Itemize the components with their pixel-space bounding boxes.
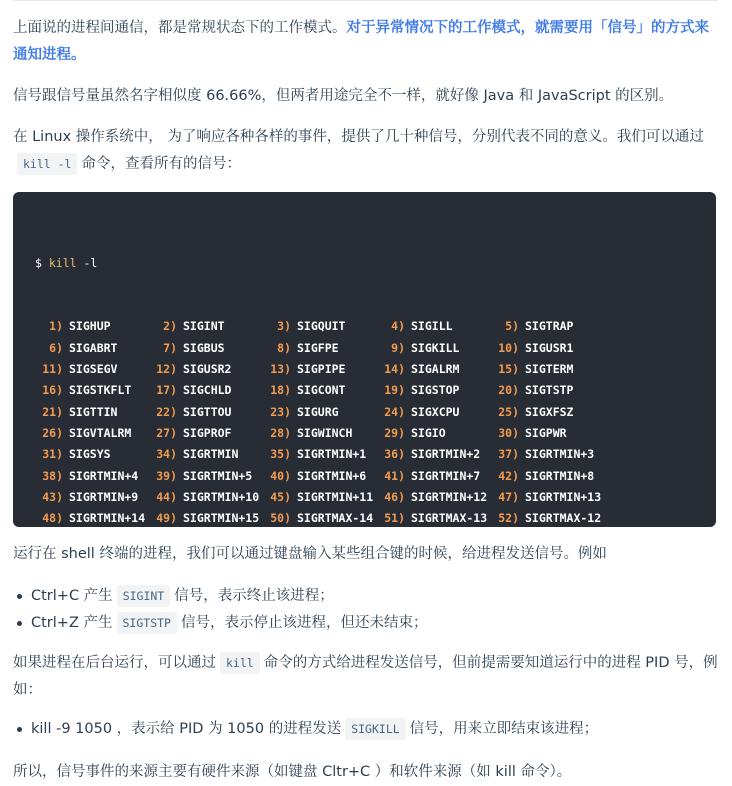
signal-entry xyxy=(377,444,491,465)
sigkill-code: SIGKILL xyxy=(345,718,405,740)
signal-name: SIGURG xyxy=(297,404,339,419)
kill-example-list xyxy=(13,716,719,743)
intro-text: 上面说的进程间通信，都是常规状态下的工作模式。 xyxy=(13,20,347,36)
signal-number: 14) xyxy=(384,362,405,377)
signal-name: SIGCONT xyxy=(297,383,346,398)
signal-entry xyxy=(491,423,605,444)
signal-number: 13) xyxy=(270,362,291,377)
shell-paragraph: 运行在 shell 终端的进程，我们可以通过键盘输入某些组合键的时候，给进程发送信号。例如 xyxy=(13,546,607,562)
signal-number: 47) xyxy=(498,489,519,504)
list-item-text-tail: 信号，用来立即结束该进程； xyxy=(409,721,599,737)
signal-name: SIGKILL xyxy=(411,340,460,355)
signal-entry xyxy=(491,508,605,527)
signal-name: SIGRTMIN+10 xyxy=(183,489,260,504)
top-divider xyxy=(13,0,718,1)
signal-entry xyxy=(35,444,149,465)
signal-row xyxy=(35,380,605,401)
signal-entry xyxy=(149,466,263,487)
background-text-tail: 命令的方式给进程发送信号，但前提需要知道运行中的进程 PID 号，例如： xyxy=(13,655,718,698)
signal-number: 26) xyxy=(42,425,63,440)
signal-name: SIGFPE xyxy=(297,340,339,355)
signal-name: SIGRTMIN+6 xyxy=(297,468,367,483)
signal-entry xyxy=(149,338,263,359)
signal-entry xyxy=(35,487,149,508)
signal-number: 9) xyxy=(391,340,405,355)
list-item xyxy=(13,610,719,637)
signal-number: 48) xyxy=(42,511,63,526)
signal-number: 12) xyxy=(156,362,177,377)
list-item-text: Ctrl+C 产生 xyxy=(31,588,113,604)
signal-name: SIGTTIN xyxy=(69,404,118,419)
signal-number: 42) xyxy=(498,468,519,483)
signal-entry xyxy=(35,508,149,527)
signal-entry xyxy=(149,508,263,527)
signal-number: 37) xyxy=(498,447,519,462)
signal-name: SIGRTMIN+8 xyxy=(525,468,595,483)
list-item-text: kill -9 1050 ，表示给 PID 为 1050 的进程发送 xyxy=(31,721,342,737)
signal-entry xyxy=(35,359,149,380)
signal-number: 15) xyxy=(498,362,519,377)
signal-entry xyxy=(377,508,491,527)
signal-number: 50) xyxy=(270,511,291,526)
signal-name: SIGRTMIN+4 xyxy=(69,468,139,483)
signal-name: SIGABRT xyxy=(69,340,118,355)
kill-code: kill xyxy=(220,652,260,674)
command-args: -l xyxy=(76,255,98,270)
signal-name: SIGSYS xyxy=(69,447,111,462)
signal-entry xyxy=(149,359,263,380)
command-line xyxy=(35,253,605,274)
signal-name: SIGRTMIN+7 xyxy=(411,468,481,483)
signal-number: 39) xyxy=(156,468,177,483)
signal-name: SIGRTMIN+3 xyxy=(525,447,595,462)
signal-name: SIGWINCH xyxy=(297,425,353,440)
signal-number: 7) xyxy=(163,340,177,355)
signal-entry xyxy=(35,338,149,359)
signal-entry xyxy=(35,380,149,401)
signal-name: SIGRTMIN+2 xyxy=(411,447,481,462)
signal-entry xyxy=(35,466,149,487)
signal-number: 51) xyxy=(384,511,405,526)
signal-name: SIGXCPU xyxy=(411,404,460,419)
signal-row xyxy=(35,466,605,487)
signal-row xyxy=(35,338,605,359)
signal-name: SIGSTKFLT xyxy=(69,383,132,398)
signal-entry xyxy=(149,444,263,465)
signal-name: SIGRTMIN+13 xyxy=(525,489,602,504)
list-item-text-tail: 信号，表示终止该进程； xyxy=(174,588,334,604)
signal-entry xyxy=(263,423,377,444)
signal-entry xyxy=(149,380,263,401)
signal-number: 4) xyxy=(391,319,405,334)
signal-name: SIGRTMIN+9 xyxy=(69,489,139,504)
signal-entry xyxy=(491,359,605,380)
signal-entry xyxy=(35,423,149,444)
signal-name: SIGCHLD xyxy=(183,383,232,398)
signal-number: 36) xyxy=(384,447,405,462)
linux-signals-paragraph xyxy=(13,124,719,178)
list-item xyxy=(13,583,719,610)
signal-entry xyxy=(377,380,491,401)
signal-number: 34) xyxy=(156,447,177,462)
signal-number: 28) xyxy=(270,425,291,440)
background-text: 如果进程在后台运行，可以通过 xyxy=(13,655,216,671)
signal-number: 25) xyxy=(498,404,519,419)
signal-number: 16) xyxy=(42,383,63,398)
signal-entry xyxy=(263,402,377,423)
kill-l-code: kill -l xyxy=(17,153,77,175)
list-item-text-tail: 信号，表示停止该进程，但还未结束； xyxy=(180,615,428,631)
signal-number: 35) xyxy=(270,447,291,462)
signal-entry xyxy=(491,487,605,508)
signal-row xyxy=(35,508,605,527)
linux-signals-text: 在 Linux 操作系统中， 为了响应各种各样的事件，提供了几十种信号，分别代表不同的意义。我们可以通过 xyxy=(13,129,704,145)
signal-name: SIGRTMIN+15 xyxy=(183,511,260,526)
signal-name: SIGHUP xyxy=(69,319,111,334)
signal-number: 45) xyxy=(270,489,291,504)
signal-number: 41) xyxy=(384,468,405,483)
shortcut-list xyxy=(13,583,719,637)
signal-entry xyxy=(491,402,605,423)
signal-number: 5) xyxy=(505,319,519,334)
terminal-output xyxy=(35,210,605,527)
signal-number: 30) xyxy=(498,425,519,440)
signal-name: SIGTSTP xyxy=(525,383,574,398)
signal-name: SIGPWR xyxy=(525,425,567,440)
signal-name: SIGPROF xyxy=(183,425,232,440)
signal-name: SIGRTMAX-13 xyxy=(411,511,488,526)
signal-name: SIGIO xyxy=(411,425,446,440)
sigint-code: SIGINT xyxy=(117,585,171,607)
signal-entry xyxy=(377,316,491,337)
signal-entry xyxy=(263,359,377,380)
list-item-text: Ctrl+Z 产生 xyxy=(31,615,113,631)
signal-entry xyxy=(149,316,263,337)
signal-number: 49) xyxy=(156,511,177,526)
signal-entry xyxy=(377,423,491,444)
signal-number: 10) xyxy=(498,340,519,355)
signal-entry xyxy=(263,466,377,487)
signal-name: SIGUSR2 xyxy=(183,362,232,377)
signal-number: 21) xyxy=(42,404,63,419)
signal-entry xyxy=(491,380,605,401)
signal-name: SIGTRAP xyxy=(525,319,574,334)
signal-entry xyxy=(149,487,263,508)
signal-name: SIGRTMIN+12 xyxy=(411,489,488,504)
signal-entry xyxy=(263,380,377,401)
intro-emphasis: 对于异常情况下的工作模式，就需要用「信号」的方式来通知进程。 xyxy=(13,20,709,63)
signal-entry xyxy=(263,316,377,337)
shell-prompt: $ xyxy=(35,255,49,270)
signal-name: SIGRTMIN+1 xyxy=(297,447,367,462)
signal-number: 2) xyxy=(163,319,177,334)
signal-name: SIGUSR1 xyxy=(525,340,574,355)
background-process-paragraph xyxy=(13,650,719,704)
signal-name: SIGBUS xyxy=(183,340,225,355)
kill-command: kill xyxy=(48,255,77,270)
signal-entry xyxy=(377,487,491,508)
signal-name: SIGSEGV xyxy=(69,362,118,377)
terminal-code-block[interactable] xyxy=(13,192,716,527)
signal-name: SIGALRM xyxy=(411,362,460,377)
signal-number: 20) xyxy=(498,383,519,398)
signal-number: 17) xyxy=(156,383,177,398)
signal-name: SIGILL xyxy=(411,319,453,334)
signal-table xyxy=(35,316,605,527)
signal-entry xyxy=(491,316,605,337)
signal-name: SIGPIPE xyxy=(297,362,346,377)
signal-number: 40) xyxy=(270,468,291,483)
signal-entry xyxy=(149,402,263,423)
signal-entry xyxy=(263,444,377,465)
signal-name: SIGRTMIN+11 xyxy=(297,489,374,504)
signal-number: 18) xyxy=(270,383,291,398)
signal-number: 6) xyxy=(49,340,63,355)
list-item xyxy=(13,716,719,743)
signal-number: 22) xyxy=(156,404,177,419)
summary-paragraph: 所以，信号事件的来源主要有硬件来源（如键盘 Cltr+C ）和软件来源（如 kill 命令）。 xyxy=(13,764,572,780)
signal-name: SIGRTMIN+14 xyxy=(69,511,146,526)
signal-number: 29) xyxy=(384,425,405,440)
signal-number: 43) xyxy=(42,489,63,504)
signal-name: SIGRTMAX-12 xyxy=(525,511,602,526)
sigtstp-code: SIGTSTP xyxy=(117,612,177,634)
signal-number: 27) xyxy=(156,425,177,440)
signal-entry xyxy=(377,402,491,423)
signal-row xyxy=(35,402,605,423)
signal-number: 38) xyxy=(42,468,63,483)
signal-entry xyxy=(35,316,149,337)
signal-entry xyxy=(491,466,605,487)
signal-name: SIGXFSZ xyxy=(525,404,574,419)
signal-row xyxy=(35,359,605,380)
signal-entry xyxy=(377,338,491,359)
signal-number: 23) xyxy=(270,404,291,419)
signal-number: 1) xyxy=(49,319,63,334)
signal-row xyxy=(35,487,605,508)
signal-number: 44) xyxy=(156,489,177,504)
signal-entry xyxy=(35,402,149,423)
signal-entry xyxy=(491,338,605,359)
signal-row xyxy=(35,444,605,465)
signal-name: SIGVTALRM xyxy=(69,425,132,440)
signal-entry xyxy=(263,508,377,527)
signal-number: 3) xyxy=(277,319,291,334)
signal-entry xyxy=(263,487,377,508)
signal-number: 31) xyxy=(42,447,63,462)
signal-row xyxy=(35,316,605,337)
signal-number: 52) xyxy=(498,511,519,526)
intro-paragraph xyxy=(13,15,719,69)
semaphore-note-paragraph: 信号跟信号量虽然名字相似度 66.66%，但两者用途完全不一样，就好像 Java 和 JavaScript 的区别。 xyxy=(13,88,674,104)
linux-signals-text-tail: 命令，查看所有的信号： xyxy=(81,156,241,172)
signal-number: 24) xyxy=(384,404,405,419)
signal-name: SIGTERM xyxy=(525,362,574,377)
signal-entry xyxy=(149,423,263,444)
signal-number: 46) xyxy=(384,489,405,504)
signal-name: SIGTTOU xyxy=(183,404,232,419)
signal-entry xyxy=(263,338,377,359)
signal-name: SIGSTOP xyxy=(411,383,460,398)
signal-row xyxy=(35,423,605,444)
signal-number: 8) xyxy=(277,340,291,355)
signal-number: 19) xyxy=(384,383,405,398)
signal-name: SIGRTMIN xyxy=(183,447,239,462)
signal-name: SIGRTMIN+5 xyxy=(183,468,253,483)
signal-entry xyxy=(377,466,491,487)
signal-name: SIGRTMAX-14 xyxy=(297,511,374,526)
signal-name: SIGINT xyxy=(183,319,225,334)
signal-number: 11) xyxy=(42,362,63,377)
signal-entry xyxy=(377,359,491,380)
signal-entry xyxy=(491,444,605,465)
signal-name: SIGQUIT xyxy=(297,319,346,334)
